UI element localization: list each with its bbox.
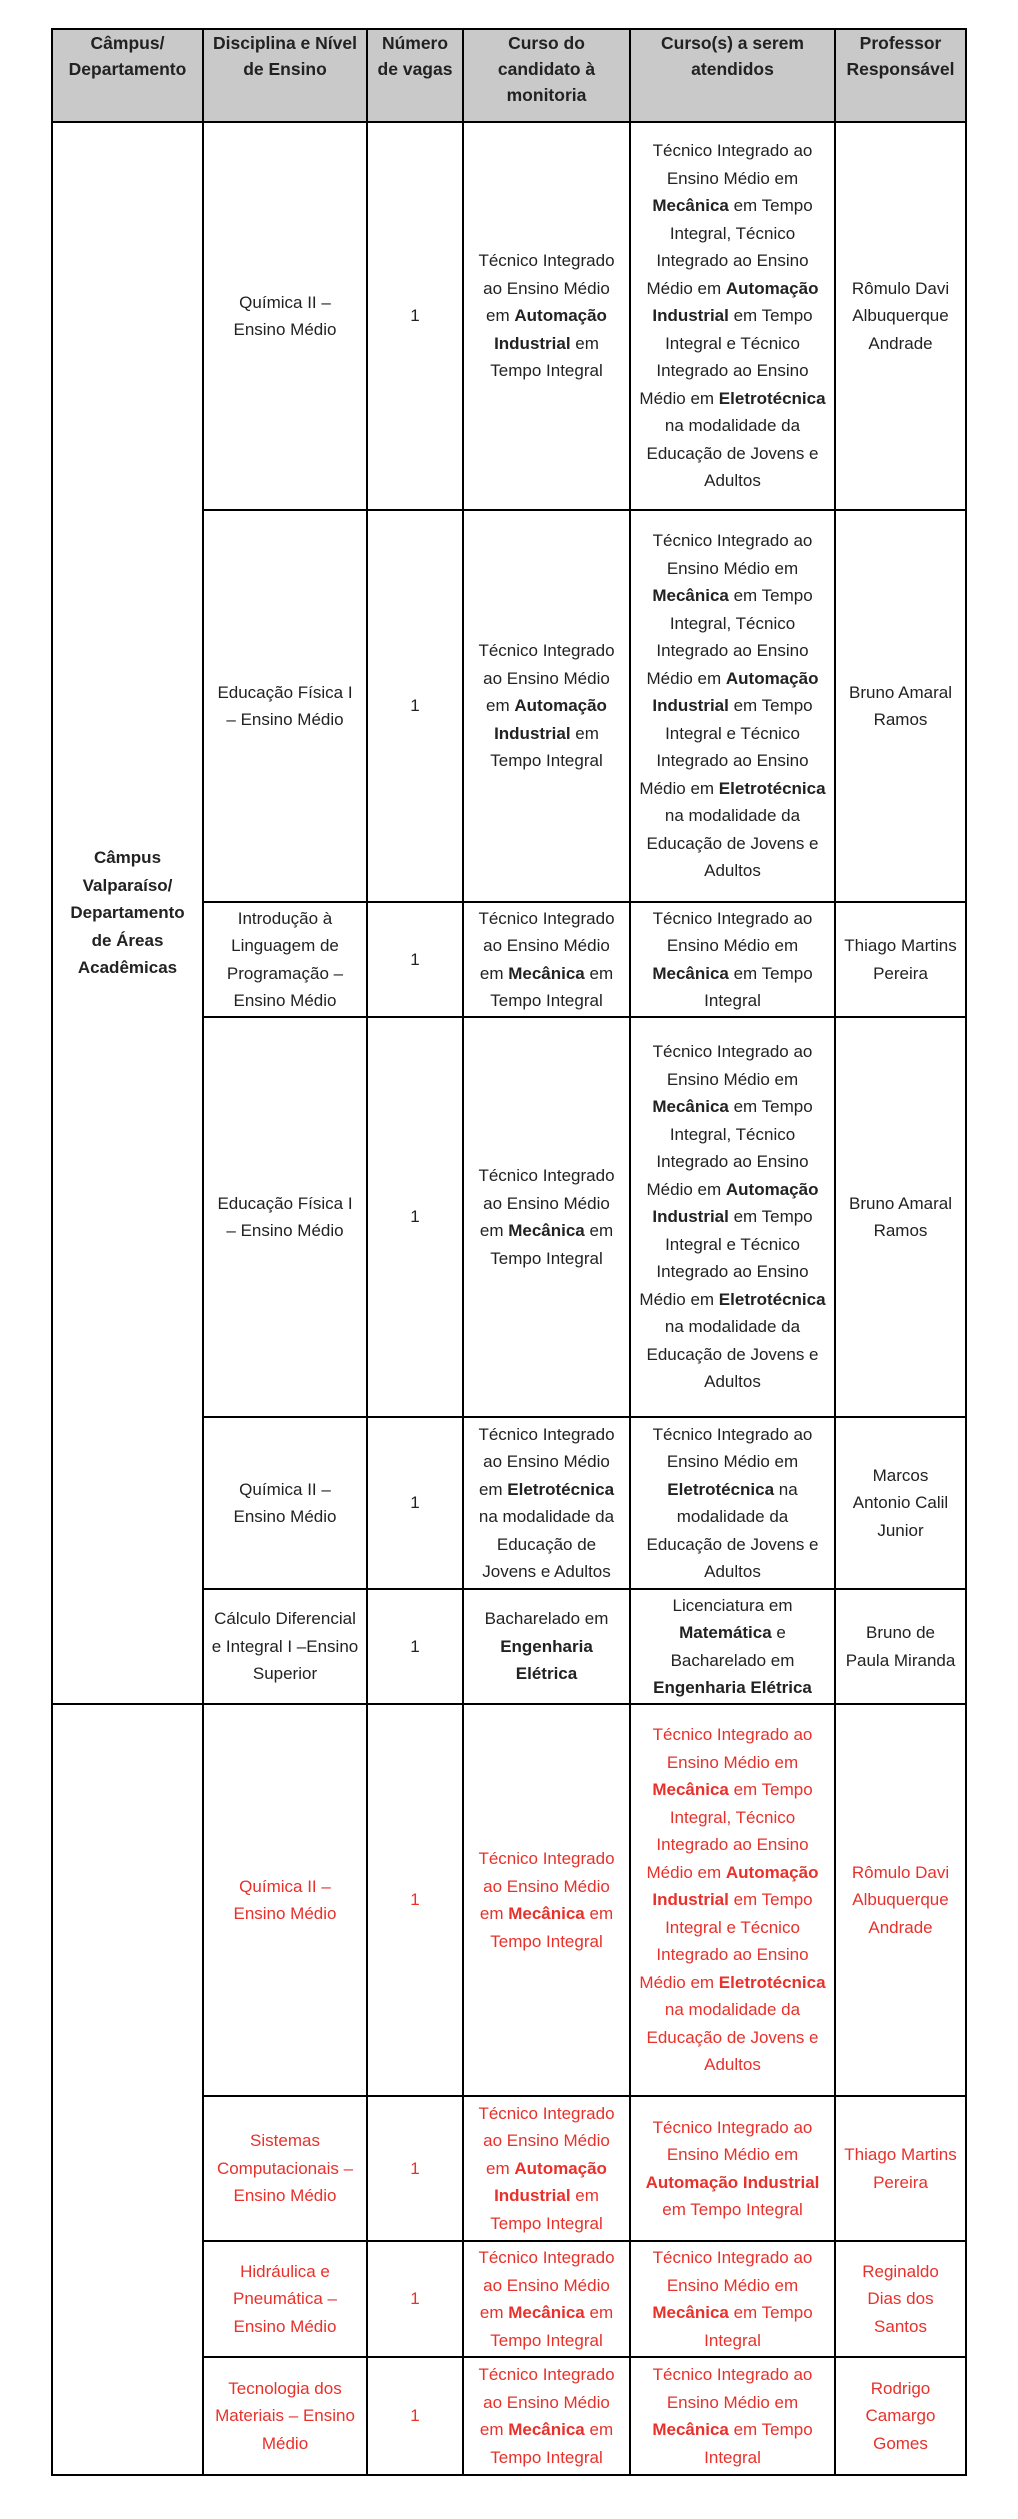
course-name: Mecânica <box>652 1780 729 1800</box>
vagas-cell: 1 <box>367 510 463 902</box>
professor-cell: Thiago Martins Pereira <box>835 902 966 1017</box>
cursos-atendidos-cell <box>630 1589 835 1704</box>
course-text: na modalidade da Educação de Jovens e Adultos <box>646 2000 819 2075</box>
curso-candidato-cell <box>463 1589 630 1704</box>
professor-cell: Rômulo Davi Albuquerque Andrade <box>835 122 966 510</box>
disciplina-cell: Cálculo Diferencial e Integral I –Ensino Superior <box>203 1589 367 1704</box>
curso-candidato-cell <box>463 1704 630 2096</box>
professor-cell: Rodrigo Camargo Gomes <box>835 2357 966 2475</box>
course-name: Mecânica <box>652 1097 729 1117</box>
course-text: em Tempo Integral <box>490 723 603 771</box>
vagas-cell: 1 <box>367 1589 463 1704</box>
course-text: na modalidade da Educação de Jovens e Adultos <box>646 416 819 491</box>
course-name: Mecânica <box>652 2420 729 2439</box>
monitoria-vacancies-table <box>51 28 967 2476</box>
course-name: Mecânica <box>652 586 729 606</box>
course-name: Automação Industrial <box>494 2158 607 2206</box>
disciplina-cell: Química II – Ensino Médio <box>203 122 367 510</box>
course-text: Técnico Integrado ao Ensino Médio em <box>478 2103 615 2178</box>
disciplina-cell: Educação Física I – Ensino Médio <box>203 510 367 902</box>
disciplina-cell: Química II – Ensino Médio <box>203 1417 367 1589</box>
table-row <box>52 122 966 510</box>
course-text: Técnico Integrado ao Ensino Médio em <box>652 1042 813 1089</box>
professor-cell: Bruno Amaral Ramos <box>835 1017 966 1417</box>
course-text: em Tempo Integral <box>490 1221 614 1268</box>
course-text: Bacharelado em <box>484 1609 609 1629</box>
course-text: Licenciatura em <box>672 1595 793 1615</box>
course-text: em Tempo Integral <box>490 963 614 1010</box>
header-vagas: Número de vagas <box>367 29 463 122</box>
curso-candidato-cell <box>463 902 630 1017</box>
curso-candidato-cell <box>463 2096 630 2241</box>
course-text: Técnico Integrado ao Ensino Médio em <box>652 2117 813 2164</box>
course-text: em Tempo Integral <box>704 2303 813 2350</box>
course-text: em Tempo Integral e Técnico Integrado ao Ensino Médio em <box>639 1890 813 1992</box>
vagas-cell: 1 <box>367 2096 463 2241</box>
curso-candidato-cell <box>463 1017 630 1417</box>
campus-cell: Câmpus Valparaíso/ Departamento de Áreas Acadêmicas <box>52 122 203 1704</box>
course-name: Mecânica <box>652 2303 729 2322</box>
course-name: Mecânica <box>652 963 729 983</box>
course-text: Técnico Integrado ao Ensino Médio em <box>478 908 615 983</box>
table-row <box>52 1704 966 2096</box>
curso-candidato-cell <box>463 510 630 902</box>
professor-cell: Rômulo Davi Albuquerque Andrade <box>835 1704 966 2096</box>
course-text: em Tempo Integral, Técnico Integrado ao Ensino Médio em <box>646 196 813 298</box>
professor-cell: Marcos Antonio Calil Junior <box>835 1417 966 1589</box>
header-curso-candidato: Curso do candidato à monitoria <box>463 29 630 122</box>
curso-candidato-cell <box>463 1417 630 1589</box>
course-text: em Tempo Integral, Técnico Integrado ao Ensino Médio em <box>646 1780 813 1882</box>
course-text: em Tempo Integral e Técnico Integrado ao Ensino Médio em <box>639 696 813 798</box>
course-text: Técnico Integrado ao Ensino Médio em <box>652 141 813 188</box>
course-text: na modalidade da Educação de Jovens e Adultos <box>646 806 819 881</box>
course-text: em Tempo Integral <box>704 963 813 1010</box>
course-text: Técnico Integrado ao Ensino Médio em <box>652 1725 813 1772</box>
course-text: Técnico Integrado ao Ensino Médio em <box>478 1849 615 1923</box>
course-text: em Tempo Integral <box>490 2420 614 2467</box>
course-text: em Tempo Integral <box>704 2420 813 2467</box>
disciplina-cell: Hidráulica e Pneumática – Ensino Médio <box>203 2241 367 2357</box>
course-text: em Tempo Integral <box>490 1904 614 1951</box>
course-text: em Tempo Integral <box>662 2200 803 2219</box>
monitoria-table-container <box>51 28 967 2476</box>
disciplina-cell: Introdução à Linguagem de Programação – Ensino Médio <box>203 902 367 1017</box>
professor-cell: Thiago Martins Pereira <box>835 2096 966 2241</box>
cursos-atendidos-cell <box>630 2241 835 2357</box>
course-text: na modalidade da Educação de Jovens e Adultos <box>646 1317 819 1392</box>
course-name: Eletrotécnica <box>667 1479 775 1499</box>
course-name: Mecânica <box>508 2420 585 2439</box>
course-text: em Tempo Integral, Técnico Integrado ao Ensino Médio em <box>646 1097 813 1199</box>
disciplina-cell: Química II – Ensino Médio <box>203 1704 367 2096</box>
course-name: Eletrotécnica <box>718 388 826 408</box>
course-text: em Tempo Integral e Técnico Integrado ao Ensino Médio em <box>639 1207 813 1309</box>
course-name: Mecânica <box>508 2303 585 2322</box>
curso-candidato-cell <box>463 2241 630 2357</box>
professor-cell: Bruno Amaral Ramos <box>835 510 966 902</box>
course-name: Automação Industrial <box>652 1179 819 1227</box>
course-text: em Tempo Integral e Técnico Integrado ao Ensino Médio em <box>639 306 813 408</box>
cursos-atendidos-cell <box>630 2357 835 2475</box>
course-text: na modalidade da Educação de Jovens e Adultos <box>478 1507 615 1581</box>
header-professor: Professor Responsável <box>835 29 966 122</box>
course-name: Automação Industrial <box>645 2172 820 2192</box>
course-name: Mecânica <box>508 1221 585 1240</box>
header-row <box>52 29 966 122</box>
course-name: Mecânica <box>508 963 585 983</box>
header-campus: Câmpus/ Departamento <box>52 29 203 122</box>
course-name: Engenharia Elétrica <box>653 1678 812 1697</box>
disciplina-cell: Sistemas Computacionais – Ensino Médio <box>203 2096 367 2241</box>
course-name: Eletrotécnica <box>718 778 826 798</box>
header-cursos-atendidos: Curso(s) a serem atendidos <box>630 29 835 122</box>
cursos-atendidos-cell <box>630 1417 835 1589</box>
course-text: na modalidade da Educação de Jovens e Adultos <box>646 1479 819 1581</box>
course-text: Técnico Integrado ao Ensino Médio em <box>652 531 813 578</box>
vagas-cell: 1 <box>367 2241 463 2357</box>
course-text: Técnico Integrado ao Ensino Médio em <box>652 908 813 955</box>
cursos-atendidos-cell <box>630 1704 835 2096</box>
course-text: Técnico Integrado ao Ensino Médio em <box>478 251 615 326</box>
cursos-atendidos-cell <box>630 902 835 1017</box>
course-name: Automação Industrial <box>494 696 607 743</box>
course-text: em Tempo Integral <box>490 2303 614 2350</box>
course-name: Automação Industrial <box>494 306 607 353</box>
curso-candidato-cell <box>463 2357 630 2475</box>
vagas-cell: 1 <box>367 122 463 510</box>
course-text: Técnico Integrado ao Ensino Médio em <box>478 2248 615 2322</box>
course-text: em Tempo Integral <box>490 333 603 381</box>
course-text: Técnico Integrado ao Ensino Médio em <box>652 1424 813 1471</box>
table-body <box>52 122 966 2475</box>
course-name: Automação Industrial <box>652 278 819 326</box>
course-name: Mecânica <box>508 1904 585 1923</box>
course-name: Eletrotécnica <box>507 1479 615 1499</box>
course-text: e Bacharelado em <box>670 1623 795 1670</box>
course-name: Automação Industrial <box>652 1862 819 1910</box>
course-name: Automação Industrial <box>652 668 819 716</box>
cursos-atendidos-cell <box>630 122 835 510</box>
curso-candidato-cell <box>463 122 630 510</box>
course-name: Matemática <box>679 1623 772 1642</box>
professor-cell: Reginaldo Dias dos Santos <box>835 2241 966 2357</box>
course-name: Mecânica <box>652 196 729 216</box>
vagas-cell: 1 <box>367 1417 463 1589</box>
cursos-atendidos-cell <box>630 2096 835 2241</box>
course-name: Engenharia Elétrica <box>500 1636 593 1684</box>
disciplina-cell: Tecnologia dos Materiais – Ensino Médio <box>203 2357 367 2475</box>
course-text: Técnico Integrado ao Ensino Médio em <box>652 2248 813 2295</box>
vagas-cell: 1 <box>367 1017 463 1417</box>
disciplina-cell: Educação Física I – Ensino Médio <box>203 1017 367 1417</box>
course-text: em Tempo Integral, Técnico Integrado ao Ensino Médio em <box>646 586 813 688</box>
course-text: em Tempo Integral <box>490 2186 603 2233</box>
course-name: Eletrotécnica <box>718 1289 826 1309</box>
course-text: Técnico Integrado ao Ensino Médio em <box>478 1166 615 1240</box>
vagas-cell: 1 <box>367 902 463 1017</box>
cursos-atendidos-cell <box>630 1017 835 1417</box>
course-text: Técnico Integrado ao Ensino Médio em <box>478 2365 615 2439</box>
course-text: Técnico Integrado ao Ensino Médio em <box>652 2365 813 2412</box>
course-text: Técnico Integrado ao Ensino Médio em <box>478 641 615 716</box>
campus-cell-empty <box>52 1704 203 2475</box>
vagas-cell: 1 <box>367 2357 463 2475</box>
course-text: Técnico Integrado ao Ensino Médio em <box>478 1424 615 1499</box>
vagas-cell: 1 <box>367 1704 463 2096</box>
course-name: Eletrotécnica <box>718 1972 826 1992</box>
cursos-atendidos-cell <box>630 510 835 902</box>
table-header <box>52 29 966 122</box>
header-disciplina: Disciplina e Nível de Ensino <box>203 29 367 122</box>
professor-cell: Bruno de Paula Miranda <box>835 1589 966 1704</box>
